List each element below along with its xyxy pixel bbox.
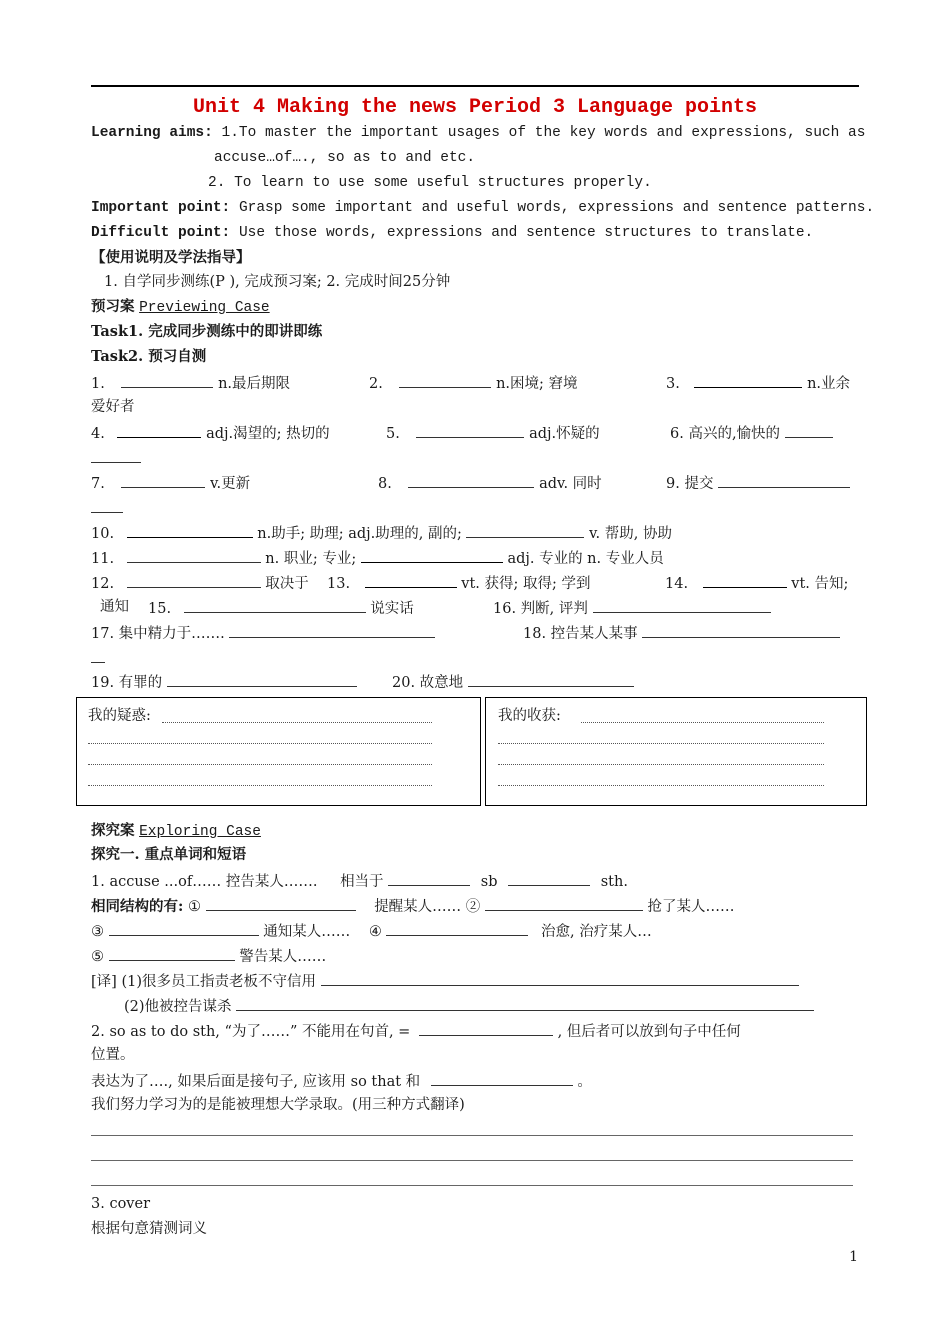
- question-2: [91, 1021, 741, 1041]
- item-5: [386, 423, 600, 443]
- item-8-num: 8.: [378, 476, 392, 492]
- same-structure-label: 相同结构的有:: [91, 898, 184, 915]
- gains-line-3: [498, 764, 824, 765]
- item-15-blank[interactable]: [184, 598, 366, 613]
- question-2-text-b: , 但后者可以放到句子中任何: [557, 1024, 741, 1040]
- item-14-cont: [100, 598, 129, 616]
- item-1: [91, 373, 290, 393]
- translate-1: [91, 971, 799, 991]
- item-17-blank[interactable]: [229, 623, 435, 638]
- page-title: Unit 4 Making the news Period 3 Language points: [192, 96, 758, 119]
- item-8-blank[interactable]: [408, 473, 534, 488]
- question-2-cont: 位置。: [91, 1047, 135, 1063]
- item-1-text: n.最后期限: [218, 376, 291, 392]
- item-13-blank[interactable]: [365, 573, 457, 588]
- aim-1-cont: accuse…of…., so as to and etc.: [214, 150, 476, 166]
- doubts-line-1: [162, 722, 432, 723]
- item-16-text: 16. 判断, 评判: [493, 601, 588, 617]
- item-12: [91, 573, 309, 593]
- doubts-label: 我的疑惑:: [88, 708, 151, 724]
- explore-sub-1: 探究一. 重点单词和短语: [91, 846, 247, 863]
- item-7-text: v.更新: [210, 476, 251, 492]
- same-structure-c5-text: 警告某人……: [239, 949, 327, 965]
- item-17: [91, 623, 435, 643]
- item-14-blank[interactable]: [703, 573, 787, 588]
- translate-2: [124, 996, 814, 1016]
- same-structure-c2: 提醒某人…… ②: [374, 899, 481, 915]
- question-1-equiv: 相当于: [340, 874, 384, 890]
- same-structure-row-1: [91, 896, 735, 916]
- page-number: 1: [849, 1249, 858, 1265]
- item-14-text: vt. 告知;: [791, 576, 849, 592]
- important-label: Important point:: [91, 200, 231, 216]
- item-11-text-2: adj. 专业的 n. 专业人员: [507, 551, 664, 567]
- gains-line-4: [498, 785, 824, 786]
- item-9-blank[interactable]: [718, 473, 850, 488]
- item-17-text: 17. 集中精力于…….: [91, 626, 225, 642]
- item-10: [91, 523, 672, 543]
- item-15: [148, 598, 414, 618]
- preview-heading-en: Previewing Case: [139, 300, 270, 316]
- item-2-blank[interactable]: [399, 373, 491, 388]
- item-10-blank-1[interactable]: [127, 523, 253, 538]
- aim-2: 2. To learn to use some useful structures properly.: [208, 175, 652, 191]
- item-16-blank[interactable]: [593, 598, 771, 613]
- item-14-num: 14.: [665, 576, 689, 592]
- instructions-heading: 【使用说明及学法指导】: [91, 249, 251, 266]
- aims-label: Learning aims:: [91, 125, 213, 141]
- item-2: [369, 373, 578, 393]
- question-1-blank-2[interactable]: [508, 871, 590, 886]
- item-6: [670, 423, 833, 443]
- gains-line-1: [581, 722, 824, 723]
- gains-box[interactable]: [485, 697, 867, 806]
- explore-heading-cn: 探究案: [91, 822, 135, 839]
- translate-2-blank[interactable]: [236, 996, 814, 1011]
- item-10-num: 10.: [91, 526, 115, 542]
- aims-line-1: [91, 124, 865, 142]
- item-13-num: 13.: [327, 576, 351, 592]
- question-3-hint: 根据句意猜测词义: [91, 1221, 207, 1237]
- item-10-blank-2[interactable]: [466, 523, 584, 538]
- item-20: [392, 672, 634, 692]
- translate-2-text: (2)他被控告谋杀: [124, 999, 232, 1015]
- item-1-blank[interactable]: [121, 373, 213, 388]
- item-20-text: 20. 故意地: [392, 675, 464, 691]
- item-15-text: 说实话: [370, 601, 414, 617]
- item-3: [666, 373, 850, 393]
- question-3: 3. cover: [91, 1196, 150, 1212]
- item-6-text: 6. 高兴的,愉快的: [670, 426, 781, 442]
- item-3-cont: 爱好者: [91, 399, 135, 415]
- item-5-num: 5.: [386, 426, 400, 442]
- same-structure-blank-1[interactable]: [206, 896, 356, 911]
- same-structure-row-2: [91, 921, 652, 941]
- translate-1-blank[interactable]: [321, 971, 799, 986]
- explore-heading-en: Exploring Case: [139, 824, 261, 840]
- doubts-line-2: [88, 743, 432, 744]
- task2: Task2. 预习自测: [91, 348, 207, 365]
- doubts-line-4: [88, 785, 432, 786]
- item-19-blank[interactable]: [167, 672, 357, 687]
- question-1: [91, 871, 628, 891]
- item-4: [91, 423, 330, 443]
- question-2-translate: 我们努力学习为的是能被理想大学录取。(用三种方式翻译): [91, 1097, 465, 1113]
- explore-heading: [91, 822, 261, 841]
- item-11-blank-1[interactable]: [127, 548, 261, 563]
- same-structure-c5: ⑤: [91, 949, 104, 965]
- item-4-blank[interactable]: [117, 423, 201, 438]
- question-2-sothat-blank[interactable]: [431, 1071, 573, 1086]
- same-structure-c2-end: 抢了某人……: [647, 899, 735, 915]
- same-structure-c4: ④: [368, 924, 382, 940]
- doubts-box[interactable]: [76, 697, 481, 806]
- item-5-blank[interactable]: [416, 423, 524, 438]
- item-2-num: 2.: [369, 376, 383, 392]
- item-18: [523, 623, 840, 643]
- item-9-blank-cont[interactable]: [91, 498, 123, 513]
- question-2-blank[interactable]: [419, 1021, 553, 1036]
- question-1-text: 1. accuse ...of…… 控告某人…….: [91, 874, 318, 890]
- item-16: [493, 598, 771, 618]
- item-3-num: 3.: [666, 376, 680, 392]
- item-3-text: n.业余: [807, 376, 851, 392]
- translate-label: [译]: [91, 974, 117, 990]
- instructions-text: 1. 自学同步测练(P ), 完成预习案; 2. 完成时间25分钟: [104, 274, 451, 290]
- item-10-text-2: v. 帮助, 协助: [589, 526, 672, 542]
- same-structure-blank-3[interactable]: [109, 921, 259, 936]
- item-2-text: n.困境; 窘境: [496, 376, 578, 392]
- item-3-blank[interactable]: [694, 373, 802, 388]
- difficult-point: [91, 224, 813, 242]
- item-13: [327, 573, 591, 593]
- item-15-num: 15.: [148, 601, 172, 617]
- item-6-blank-cont[interactable]: [91, 448, 141, 463]
- item-14-cont-text: 通知: [100, 599, 129, 615]
- item-12-num: 12.: [91, 576, 115, 592]
- same-structure-blank-2[interactable]: [485, 896, 643, 911]
- question-2-text: 2. so as to do sth, “为了……” 不能用在句首, =: [91, 1024, 411, 1040]
- item-9: [666, 473, 850, 493]
- question-1-blank-1[interactable]: [388, 871, 470, 886]
- item-4-num: 4.: [91, 426, 105, 442]
- same-structure-c3-text: 通知某人……: [263, 924, 351, 940]
- answer-line-2[interactable]: [91, 1160, 853, 1161]
- item-18-blank[interactable]: [642, 623, 840, 638]
- preview-heading: [91, 298, 270, 317]
- question-2-sothat-text: 表达为了…., 如果后面是接句子, 应该用 so that 和: [91, 1074, 421, 1090]
- gains-line-2: [498, 743, 824, 744]
- same-structure-c3: ③: [91, 924, 104, 940]
- item-12-text: 取决于: [265, 576, 309, 592]
- item-7-num: 7.: [91, 476, 105, 492]
- item-18-text: 18. 控告某人某事: [523, 626, 638, 642]
- item-7: [91, 473, 250, 493]
- item-11-text: n. 职业; 专业;: [265, 551, 357, 567]
- item-13-text: vt. 获得; 取得; 学到: [461, 576, 591, 592]
- item-6-blank[interactable]: [785, 423, 833, 438]
- task1: Task1. 完成同步测练中的即讲即练: [91, 323, 323, 340]
- aim-1: 1.To master the important usages of the key words and expressions, such as: [221, 125, 866, 141]
- item-1-num: 1.: [91, 376, 105, 392]
- item-4-text: adj.渴望的; 热切的: [206, 426, 330, 442]
- item-19: [91, 672, 357, 692]
- item-18-blank-cont[interactable]: [91, 648, 105, 663]
- question-1-sth: sth.: [600, 874, 628, 890]
- same-structure-c4-text: 治愈, 治疗某人…: [541, 924, 652, 940]
- question-2-sothat: [91, 1071, 592, 1091]
- question-1-sb: sb: [480, 874, 498, 890]
- answer-line-1[interactable]: [91, 1135, 853, 1136]
- item-11: [91, 548, 664, 568]
- item-10-text: n.助手; 助理; adj.助理的, 副的;: [257, 526, 462, 542]
- preview-heading-cn: 预习案: [91, 298, 135, 315]
- item-19-text: 19. 有罪的: [91, 675, 163, 691]
- question-2-sothat-end: 。: [577, 1074, 592, 1090]
- important-point: [91, 199, 874, 217]
- item-12-blank[interactable]: [127, 573, 261, 588]
- same-structure-blank-4[interactable]: [386, 921, 528, 936]
- item-20-blank[interactable]: [468, 672, 634, 687]
- gains-label: 我的收获:: [498, 708, 561, 724]
- same-structure-blank-5[interactable]: [109, 946, 235, 961]
- item-9-text: 9. 提交: [666, 476, 714, 492]
- item-11-num: 11.: [91, 551, 115, 567]
- translate-1-text: (1)很多员工指责老板不守信用: [121, 974, 316, 990]
- same-structure-row-3: [91, 946, 326, 966]
- item-7-blank[interactable]: [121, 473, 205, 488]
- difficult-label: Difficult point:: [91, 225, 231, 241]
- answer-line-3[interactable]: [91, 1185, 853, 1186]
- top-rule: [91, 85, 859, 87]
- item-5-text: adj.怀疑的: [529, 426, 600, 442]
- difficult-text: Use those words, expressions and sentence structures to translate.: [238, 225, 814, 241]
- item-8: [378, 473, 602, 493]
- doubts-line-3: [88, 764, 432, 765]
- item-11-blank-2[interactable]: [361, 548, 503, 563]
- same-structure-c1: ①: [187, 899, 201, 915]
- item-14: [665, 573, 848, 593]
- item-8-text: adv. 同时: [539, 476, 602, 492]
- important-text: Grasp some important and useful words, expressions and sentence patterns.: [238, 200, 875, 216]
